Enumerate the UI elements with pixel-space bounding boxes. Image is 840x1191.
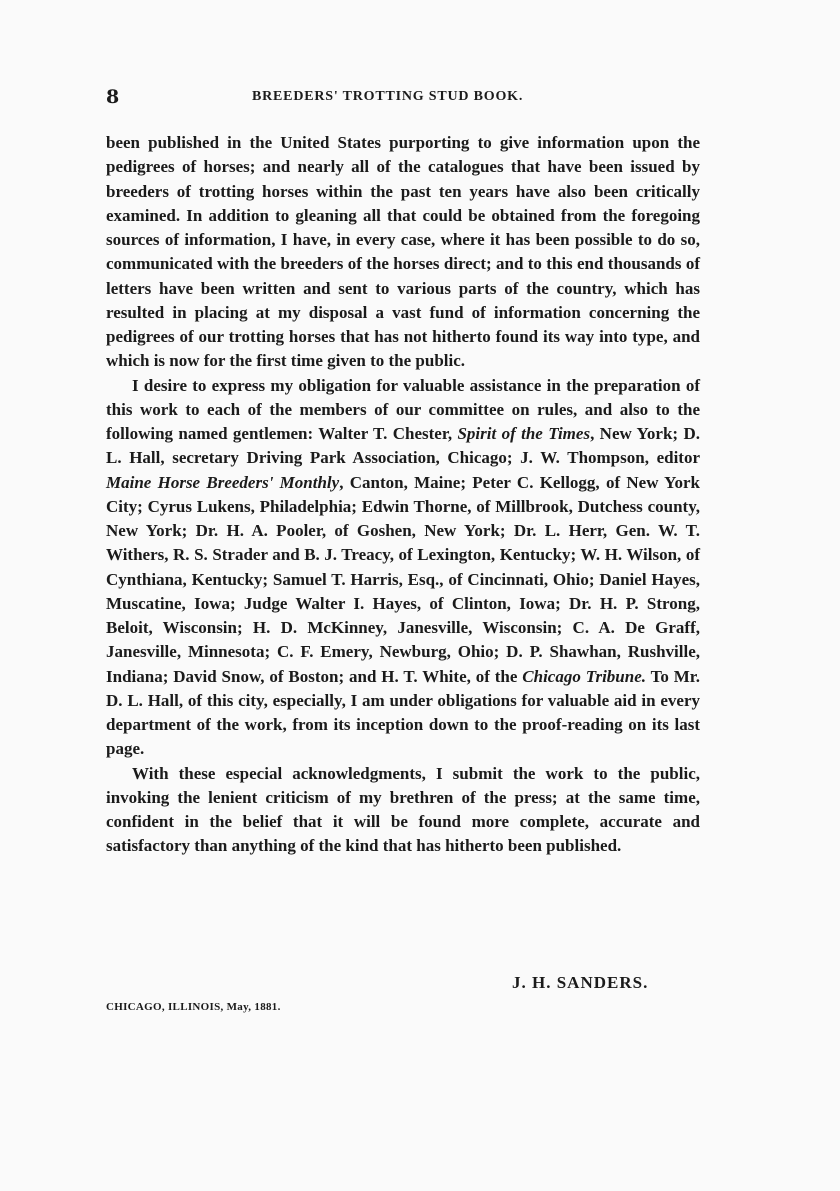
paragraph-closing: With these especial acknowledgments, I submit the work to the public, invoking the lenient criticism of my brethren of the press; at the same time, confident in the belief that it will be found more complete, accurate and satisfactory than anything of the kind that has hitherto been published. [106,763,700,856]
running-title: BREEDERS' TROTTING STUD BOOK. [252,89,524,104]
italic-title: Chicago Tribune. [522,666,647,686]
body-text [106,131,700,859]
text-run: , Canton, Maine; Peter C. Kellogg, of New York City; Cyrus Lukens, Philadelphia; Edwin Thorne, of Millbrook, Dutchess county, New York; Dr. H. A. Pooler, of Goshen, New York; Dr. L. Herr, Gen. W. T. Withers, R. S. Strader and B. J. Treacy, of Lexington, Kentucky; W. H. Wilson, of Cynthiana, Kentucky; Samuel T. Harris, Esq., of Cincinnati, Ohio; Daniel Hayes, Muscatine, Iowa; Judge Walter I. Hayes, of Clinton, Iowa; Dr. H. P. Strong, Beloit, Wisconsin; H. D. McKinney, Janesville, Wisconsin; C. A. De Graff, Janesville, Minnesota; C. F. Emery, Newburg, Ohio; D. P. Shawhan, Rushville, Indiana; David Snow, of Boston; and H. T. White, of the [106,472,700,686]
paragraph-continued: been published in the United States purporting to give information upon the pedigrees of horses; and nearly all of the catalogues that have been issued by breeders of trotting horses within the past ten years have also been critically examined. In addition to gleaning all that could be obtained from the foregoing sources of information, I have, in every case, where it has been possible to do so, communicated with the breeders of the horses direct; and to this end thousands of letters have been written and sent to various parts of the country, which has resulted in placing at my disposal a vast fund of information concerning the pedigrees of our trotting horses that has not hitherto found its way into type, and which is now for the first time given to the public. [106,133,700,371]
text-run: To Mr. D. L. Hall, of this city, especially, I am under obligations for valuable aid in every department of the work, from its inception down to the proof-reading on its last page. [106,666,700,759]
page-number: 8 [106,86,120,108]
text-run: , New York; D. L. Hall, secretary Driving Park Association, Chicago; J. W. Thompson, editor [106,424,700,468]
page-header [106,86,700,110]
italic-title: Spirit of the Times [457,424,591,443]
italic-title: Maine Horse Breeders' Monthly [106,472,340,492]
dateline: CHICAGO, ILLINOIS, May, 1881. [106,1001,281,1013]
author-signature: J. H. SANDERS. [512,973,649,992]
text-run: I desire to express my obligation for valuable assistance in the preparation of this work to each of the members of our committee on rules, and also to the following named gentlemen: Walter T. Chester, [106,375,700,443]
paragraph-acknowledgments [106,374,700,762]
